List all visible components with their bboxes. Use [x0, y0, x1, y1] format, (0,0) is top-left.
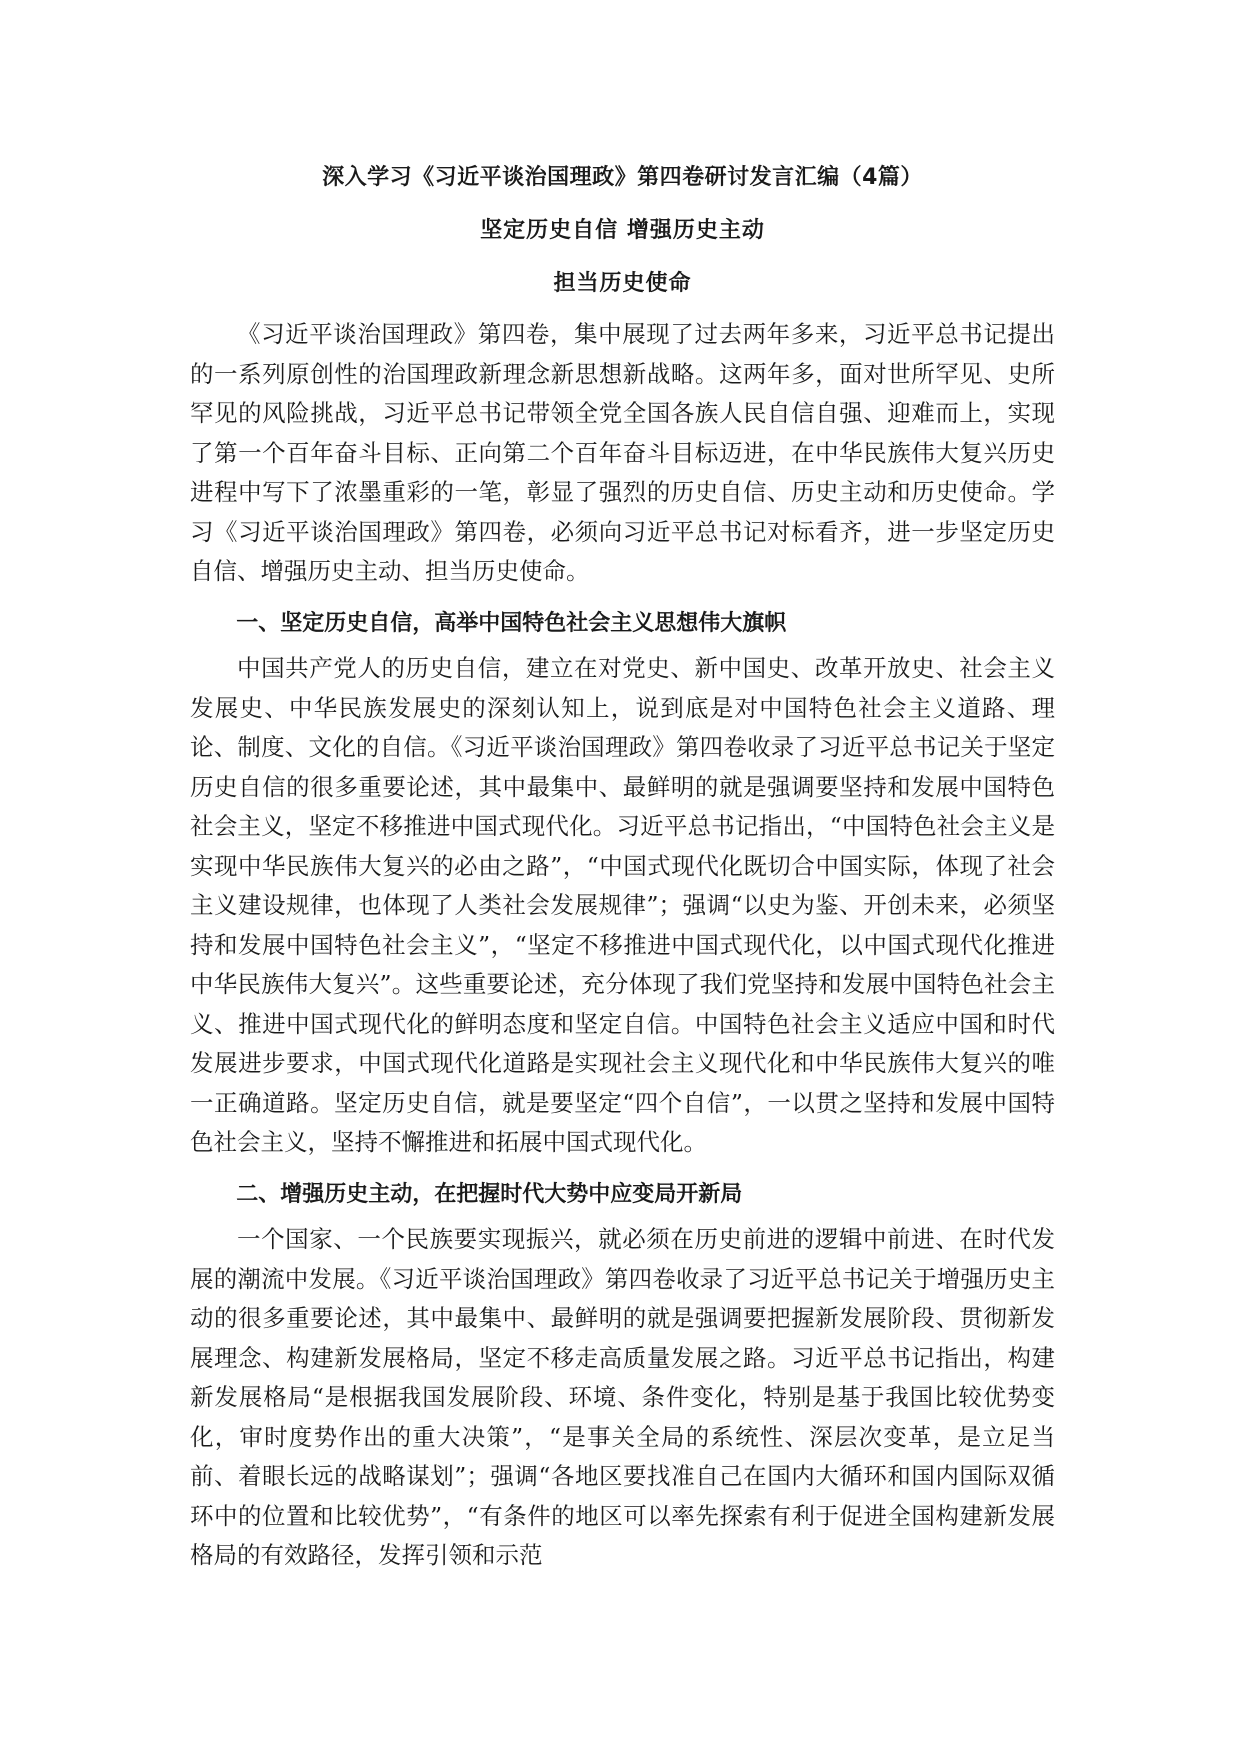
section-1-heading: 一、坚定历史自信，高举中国特色社会主义思想伟大旗帜 — [236, 610, 787, 636]
article-title-line-1: 坚定历史自信 增强历史主动 — [480, 218, 765, 243]
document-body — [190, 160, 1055, 1576]
document-title: 深入学习《习近平谈治国理政》第四卷研讨发言汇编（4篇） — [322, 165, 923, 190]
article-title-line-2: 担当历史使命 — [553, 271, 692, 296]
section-2-paragraph: 一个国家、一个民族要实现振兴，就必须在历史前进的逻辑中前进、在时代发展的潮流中发展。《习近平谈治国理政》第四卷收录了习近平总书记关于增强历史主动的很多重要论述，其中最集中、最鲜明的就是强调要把握新发展阶段、贯彻新发展理念、构建新发展格局，坚定不移走高质量发展之路。习近平总书记指出，构建新发展格局“是根据我国发展阶段、环境、条件变化，特别是基于我国比较优势变化，审时度势作出的重大决策”，“是事关全局的系统性、深层次变革，是立足当前、着眼长远的战略谋划”；强调“各地区要找准自己在国内大循环和国内国际双循环中的位置和比较优势”，“有条件的地区可以率先探索有利于促进全国构建新发展格局的有效路径，发挥引领和示范 — [190, 1225, 1055, 1569]
intro-paragraph: 《习近平谈治国理政》第四卷，集中展现了过去两年多来，习近平总书记提出的一系列原创性的治国理政新理念新思想新战略。这两年多，面对世所罕见、史所罕见的风险挑战，习近平总书记带领全党全国各族人民自信自强、迎难而上，实现了第一个百年奋斗目标、正向第二个百年奋斗目标迈进，在中华民族伟大复兴历史进程中写下了浓墨重彩的一笔，彰显了强烈的历史自信、历史主动和历史使命。学习《习近平谈治国理政》第四卷，必须向习近平总书记对标看齐，进一步坚定历史自信、增强历史主动、担当历史使命。 — [190, 320, 1055, 585]
section-1-paragraph: 中国共产党人的历史自信，建立在对党史、新中国史、改革开放史、社会主义发展史、中华民族发展史的深刻认知上，说到底是对中国特色社会主义道路、理论、制度、文化的自信。《习近平谈治国理政》第四卷收录了习近平总书记关于坚定历史自信的很多重要论述，其中最集中、最鲜明的就是强调要坚持和发展中国特色社会主义，坚定不移推进中国式现代化。习近平总书记指出，“中国特色社会主义是实现中华民族伟大复兴的必由之路”，“中国式现代化既切合中国实际，体现了社会主义建设规律，也体现了人类社会发展规律”；强调“以史为鉴、开创未来，必须坚持和发展中国特色社会主义”，“坚定不移推进中国式现代化，以中国式现代化推进中华民族伟大复兴”。这些重要论述，充分体现了我们党坚持和发展中国特色社会主义、推进中国式现代化的鲜明态度和坚定自信。中国特色社会主义适应中国和时代发展进步要求，中国式现代化道路是实现社会主义现代化和中华民族伟大复兴的唯一正确道路。坚定历史自信，就是要坚定“四个自信”，一以贯之坚持和发展中国特色社会主义，坚持不懈推进和拓展中国式现代化。 — [190, 654, 1055, 1156]
section-2-heading: 二、增强历史主动，在把握时代大势中应变局开新局 — [236, 1181, 743, 1207]
